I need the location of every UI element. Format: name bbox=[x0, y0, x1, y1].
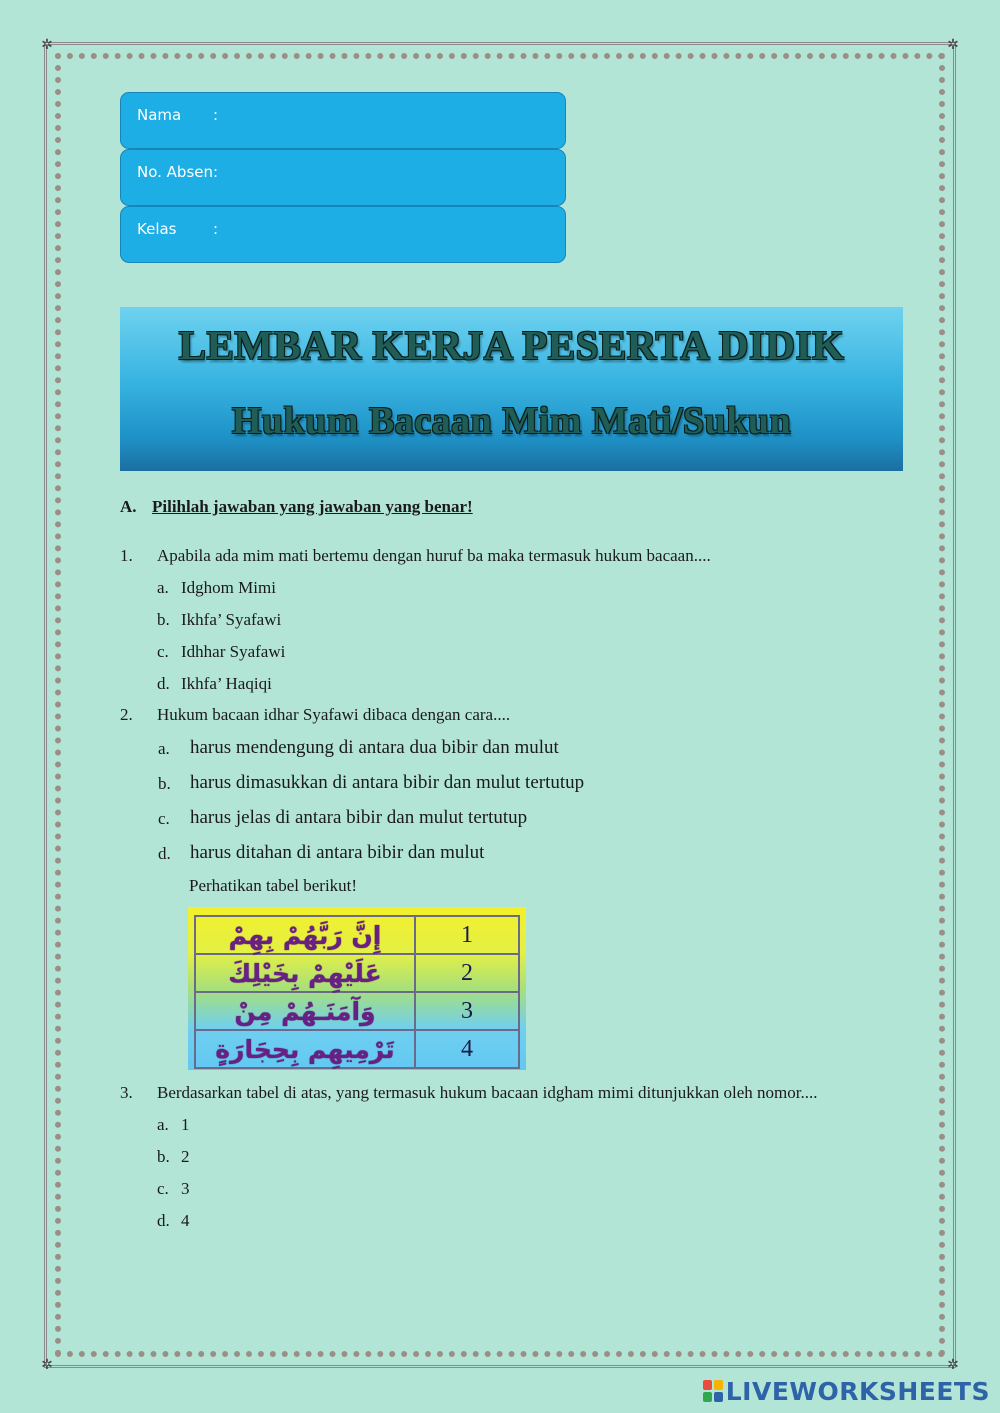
title-banner bbox=[120, 307, 903, 471]
worksheet-subtitle: Hukum Bacaan Mim Mati/Sukun bbox=[231, 400, 792, 442]
arabic-phrase: تَرْمِيهِم بِحِجَارَةٍ bbox=[195, 1030, 415, 1068]
table-row bbox=[195, 992, 519, 1030]
table-row bbox=[195, 916, 519, 954]
option-text: harus jelas di antara bibir dan mulut tertutup bbox=[190, 807, 528, 828]
section-letter: A. bbox=[120, 497, 137, 516]
corner-ornament-icon: ✲ bbox=[41, 37, 53, 53]
name-field-box bbox=[120, 92, 566, 149]
option-text: 4 bbox=[181, 1211, 190, 1230]
question-number: 2. bbox=[120, 705, 133, 724]
class-field-box bbox=[120, 206, 566, 263]
absen-field-box bbox=[120, 149, 566, 206]
absen-input[interactable] bbox=[229, 158, 553, 184]
arabic-table bbox=[188, 907, 526, 1070]
option-text: 2 bbox=[181, 1147, 190, 1166]
option-letter: a. bbox=[158, 739, 170, 758]
option-letter: c. bbox=[157, 1179, 169, 1198]
arabic-phrase: وَآمَنَـهُمْ مِنْ bbox=[195, 992, 415, 1030]
question-number: 3. bbox=[120, 1083, 133, 1102]
corner-ornament-icon: ✲ bbox=[947, 1357, 959, 1373]
name-colon: : bbox=[213, 106, 219, 124]
liveworksheets-brand[interactable] bbox=[703, 1377, 990, 1407]
table-note: Perhatikan tabel berikut! bbox=[189, 876, 358, 895]
option-letter: d. bbox=[157, 1211, 170, 1230]
row-number: 3 bbox=[415, 992, 519, 1030]
table-row bbox=[195, 1030, 519, 1068]
question-text: Berdasarkan tabel di atas, yang termasuk hukum bacaan idgham mimi ditunjukkan oleh nomor.... bbox=[157, 1083, 818, 1102]
option-text: harus mendengung di antara dua bibir dan mulut bbox=[190, 737, 559, 758]
class-colon: : bbox=[213, 220, 219, 238]
corner-ornament-icon: ✲ bbox=[41, 1357, 53, 1373]
option-letter: c. bbox=[157, 642, 169, 661]
question-number: 1. bbox=[120, 546, 133, 565]
option-letter: b. bbox=[157, 1147, 170, 1166]
arabic-phrase: إِنَّ رَبَّهُمْ بِهِمْ bbox=[195, 916, 415, 954]
option-text: Ikhfa’ Syafawi bbox=[181, 610, 282, 629]
class-label: Kelas bbox=[137, 220, 177, 238]
section-instruction: Pilihlah jawaban yang jawaban yang benar! bbox=[152, 497, 473, 516]
row-number: 1 bbox=[415, 916, 519, 954]
option-text: 1 bbox=[181, 1115, 190, 1134]
name-label: Nama bbox=[137, 106, 182, 124]
worksheet-title: LEMBAR KERJA PESERTA DIDIK bbox=[178, 322, 845, 368]
corner-ornament-icon: ✲ bbox=[947, 37, 959, 53]
option-text: Ikhfa’ Haqiqi bbox=[181, 674, 272, 693]
option-letter: d. bbox=[157, 674, 170, 693]
name-input[interactable] bbox=[229, 101, 553, 127]
question-text: Hukum bacaan idhar Syafawi dibaca dengan cara.... bbox=[157, 705, 511, 724]
arabic-phrase: عَلَيْهِمْ بِخَيْلِكَ bbox=[195, 954, 415, 992]
brand-text: LIVEWORKSHEETS bbox=[725, 1377, 990, 1406]
table-row bbox=[195, 954, 519, 992]
option-text: Idghom Mimi bbox=[181, 578, 276, 597]
option-letter: b. bbox=[158, 774, 171, 793]
option-letter: d. bbox=[158, 844, 171, 863]
option-text: Idhhar Syafawi bbox=[181, 642, 286, 661]
liveworksheets-logo-icon bbox=[703, 1380, 723, 1402]
row-number: 2 bbox=[415, 954, 519, 992]
option-text: 3 bbox=[181, 1179, 190, 1198]
row-number: 4 bbox=[415, 1030, 519, 1068]
option-text: harus dimasukkan di antara bibir dan mulut tertutup bbox=[190, 772, 585, 793]
section-heading bbox=[120, 497, 473, 517]
question-text: Apabila ada mim mati bertemu dengan huruf ba maka termasuk hukum bacaan.... bbox=[157, 546, 711, 565]
option-letter: a. bbox=[157, 578, 169, 597]
option-text: harus ditahan di antara bibir dan mulut bbox=[190, 842, 485, 863]
option-letter: a. bbox=[157, 1115, 169, 1134]
option-letter: c. bbox=[158, 809, 170, 828]
absen-label: No. Absen: bbox=[137, 163, 219, 181]
option-letter: b. bbox=[157, 610, 170, 629]
arabic-table-grid bbox=[194, 915, 520, 1069]
class-input[interactable] bbox=[229, 215, 553, 241]
